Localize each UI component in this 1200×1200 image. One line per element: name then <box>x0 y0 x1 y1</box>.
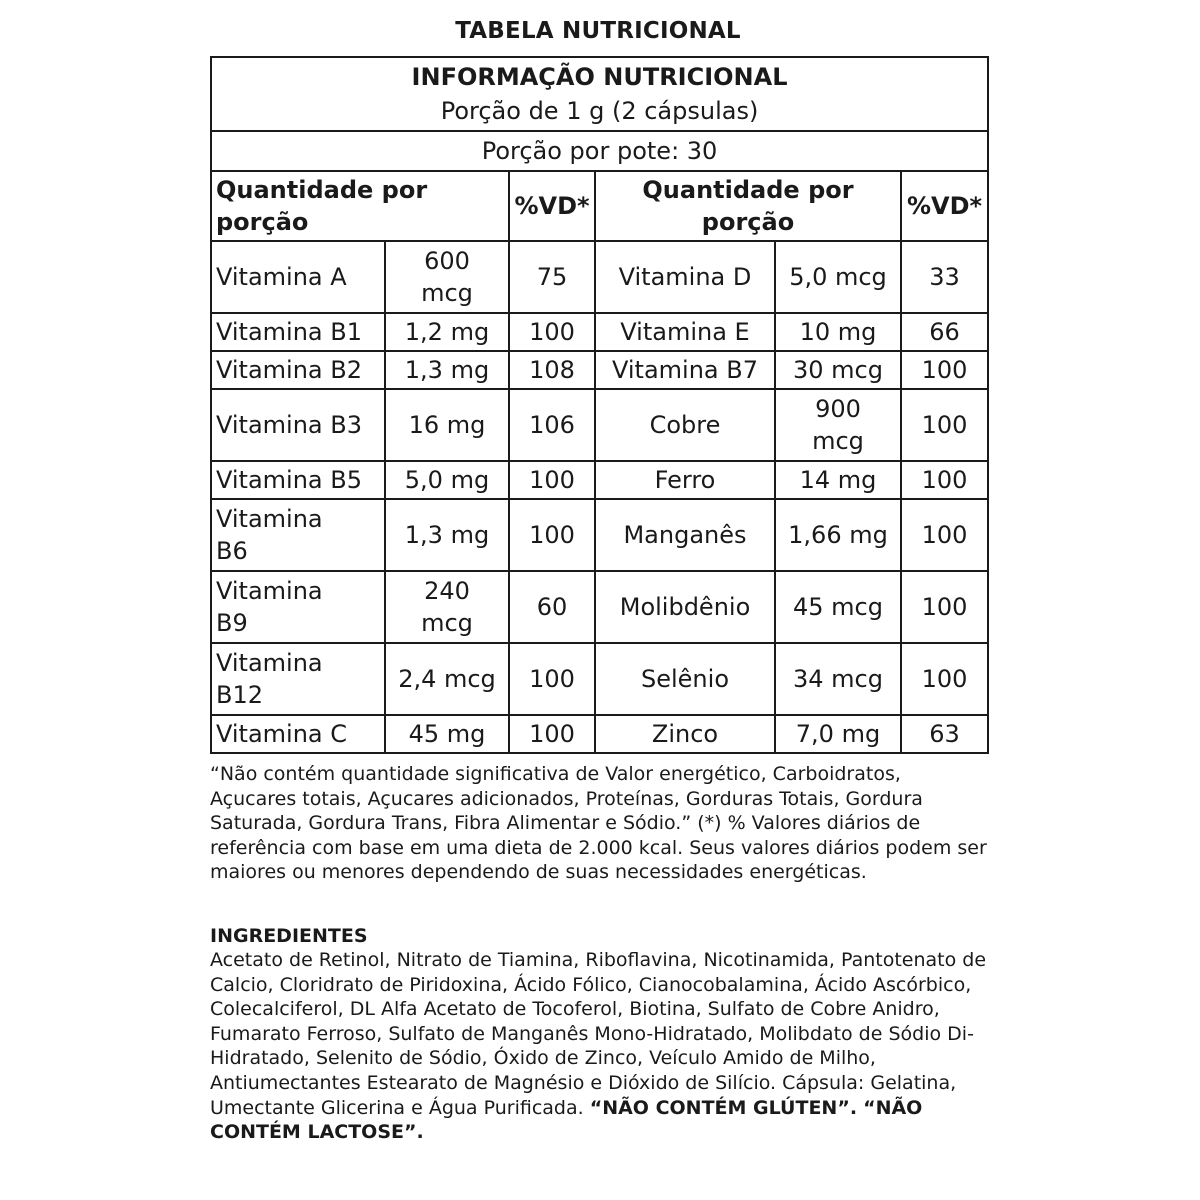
header-quantity-left: Quantidade por porção <box>211 171 509 241</box>
nutrition-table <box>210 56 989 754</box>
table-row <box>211 351 988 389</box>
nutrient-name: Vitamina B6 <box>211 499 385 571</box>
nutrient-name: Vitamina B12 <box>211 643 385 715</box>
nutrient-vd: 100 <box>509 461 595 499</box>
nutrient-vd: 100 <box>509 313 595 351</box>
table-title: INFORMAÇÃO NUTRICIONAL <box>411 63 788 91</box>
nutrient-name: Selênio <box>595 643 775 715</box>
nutrient-vd: 75 <box>509 241 595 313</box>
nutrient-amount: 14 mg <box>775 461 901 499</box>
nutrient-vd: 60 <box>509 571 595 643</box>
nutrient-vd: 33 <box>901 241 988 313</box>
nutrient-name: Vitamina E <box>595 313 775 351</box>
nutrient-name: Zinco <box>595 715 775 753</box>
nutrient-name: Manganês <box>595 499 775 571</box>
table-header-row <box>211 171 988 241</box>
nutrient-name: Ferro <box>595 461 775 499</box>
nutrient-name: Vitamina A <box>211 241 385 313</box>
table-row <box>211 499 988 571</box>
nutrient-amount: 1,2 mg <box>385 313 509 351</box>
nutrient-amount: 1,66 mg <box>775 499 901 571</box>
nutrient-amount: 10 mg <box>775 313 901 351</box>
nutrient-amount: 240 mcg <box>385 571 509 643</box>
nutrient-name: Vitamina B1 <box>211 313 385 351</box>
nutrient-name: Cobre <box>595 389 775 461</box>
nutrient-amount: 16 mg <box>385 389 509 461</box>
nutrient-amount: 600 mcg <box>385 241 509 313</box>
nutrient-amount: 30 mcg <box>775 351 901 389</box>
nutrient-name: Vitamina B2 <box>211 351 385 389</box>
table-row <box>211 313 988 351</box>
nutrient-vd: 100 <box>509 715 595 753</box>
table-row <box>211 643 988 715</box>
nutrient-amount: 5,0 mg <box>385 461 509 499</box>
header-quantity-right: Quantidade por porção <box>595 171 901 241</box>
nutrient-vd: 63 <box>901 715 988 753</box>
table-row <box>211 241 988 313</box>
nutrient-amount: 7,0 mg <box>775 715 901 753</box>
nutrient-name: Vitamina B7 <box>595 351 775 389</box>
ingredients-text: Acetato de Retinol, Nitrato de Tiamina, Riboflavina, Nicotinamida, Pantotenato de Calcio, Cloridrato de Piridoxina, Ácido Fólico, Cianocobalamina, Ácido Ascórbico, Colecalciferol, DL Alfa Acetato de Tocoferol, Biotina, Sulfato de Cobre Anidro, Fumarato Ferroso, Sulfato de Manganês Mono-Hidratado, Molibdato de Sódio Di-Hidratado, Selenito de Sódio, Óxido de Zinco, Veículo Amido de Milho, Antiumectantes Estearato de Magnésio e Dióxido de Silício. Cápsula: Gelatina, Umectante Glicerina e Água Purificada. <box>210 949 987 1119</box>
nutrient-amount: 45 mg <box>385 715 509 753</box>
table-title-cell <box>211 57 988 131</box>
table-row <box>211 571 988 643</box>
table-row <box>211 461 988 499</box>
header-vd-left: %VD* <box>509 171 595 241</box>
nutrient-vd: 100 <box>901 351 988 389</box>
page-title: TABELA NUTRICIONAL <box>455 18 741 44</box>
gluten-free-statement: “NÃO CONTÉM GLÚTEN”. <box>589 1096 858 1119</box>
servings-per-container: Porção por pote: 30 <box>211 131 988 171</box>
nutrient-vd: 108 <box>509 351 595 389</box>
nutrient-name: Vitamina D <box>595 241 775 313</box>
nutrient-amount: 900 mcg <box>775 389 901 461</box>
nutrient-name: Vitamina B5 <box>211 461 385 499</box>
table-row <box>211 389 988 461</box>
header-vd-right: %VD* <box>901 171 988 241</box>
nutrient-vd: 100 <box>901 389 988 461</box>
nutrient-amount: 2,4 mcg <box>385 643 509 715</box>
servings-per-container-row <box>211 131 988 171</box>
serving-size: Porção de 1 g (2 cápsulas) <box>440 97 759 125</box>
table-title-row <box>211 57 988 131</box>
nutrient-name: Vitamina B3 <box>211 389 385 461</box>
nutrient-vd: 100 <box>901 571 988 643</box>
nutrient-amount: 45 mcg <box>775 571 901 643</box>
table-row <box>211 715 988 753</box>
nutrient-vd: 106 <box>509 389 595 461</box>
nutrient-vd: 66 <box>901 313 988 351</box>
nutrient-vd: 100 <box>901 461 988 499</box>
nutrient-name: Vitamina B9 <box>211 571 385 643</box>
nutrient-amount: 1,3 mg <box>385 499 509 571</box>
nutrient-name: Molibdênio <box>595 571 775 643</box>
nutrient-vd: 100 <box>509 499 595 571</box>
nutrient-amount: 1,3 mg <box>385 351 509 389</box>
nutrient-vd: 100 <box>901 643 988 715</box>
ingredients-heading: INGREDIENTES <box>210 925 368 947</box>
nutrient-vd: 100 <box>901 499 988 571</box>
nutrient-amount: 34 mcg <box>775 643 901 715</box>
lactose-free-statement: “NÃO CONTÉM LACTOSE”. <box>210 1096 923 1144</box>
nutrient-amount: 5,0 mcg <box>775 241 901 313</box>
ingredients-list <box>210 948 990 1145</box>
nutrient-name: Vitamina C <box>211 715 385 753</box>
nutrient-vd: 100 <box>509 643 595 715</box>
disclaimer-text: “Não contém quantidade significativa de Valor energético, Carboidratos, Açucares totais, Açucares adicionados, Proteínas, Gorduras Totais, Gordura Saturada, Gordura Trans, Fibra Alimentar e Sódio.” (*) % Valores diários de referência com base em uma dieta de 2.000 kcal. Seus valores diários podem ser maiores ou menores dependendo de suas necessidades energéticas. <box>210 763 987 884</box>
